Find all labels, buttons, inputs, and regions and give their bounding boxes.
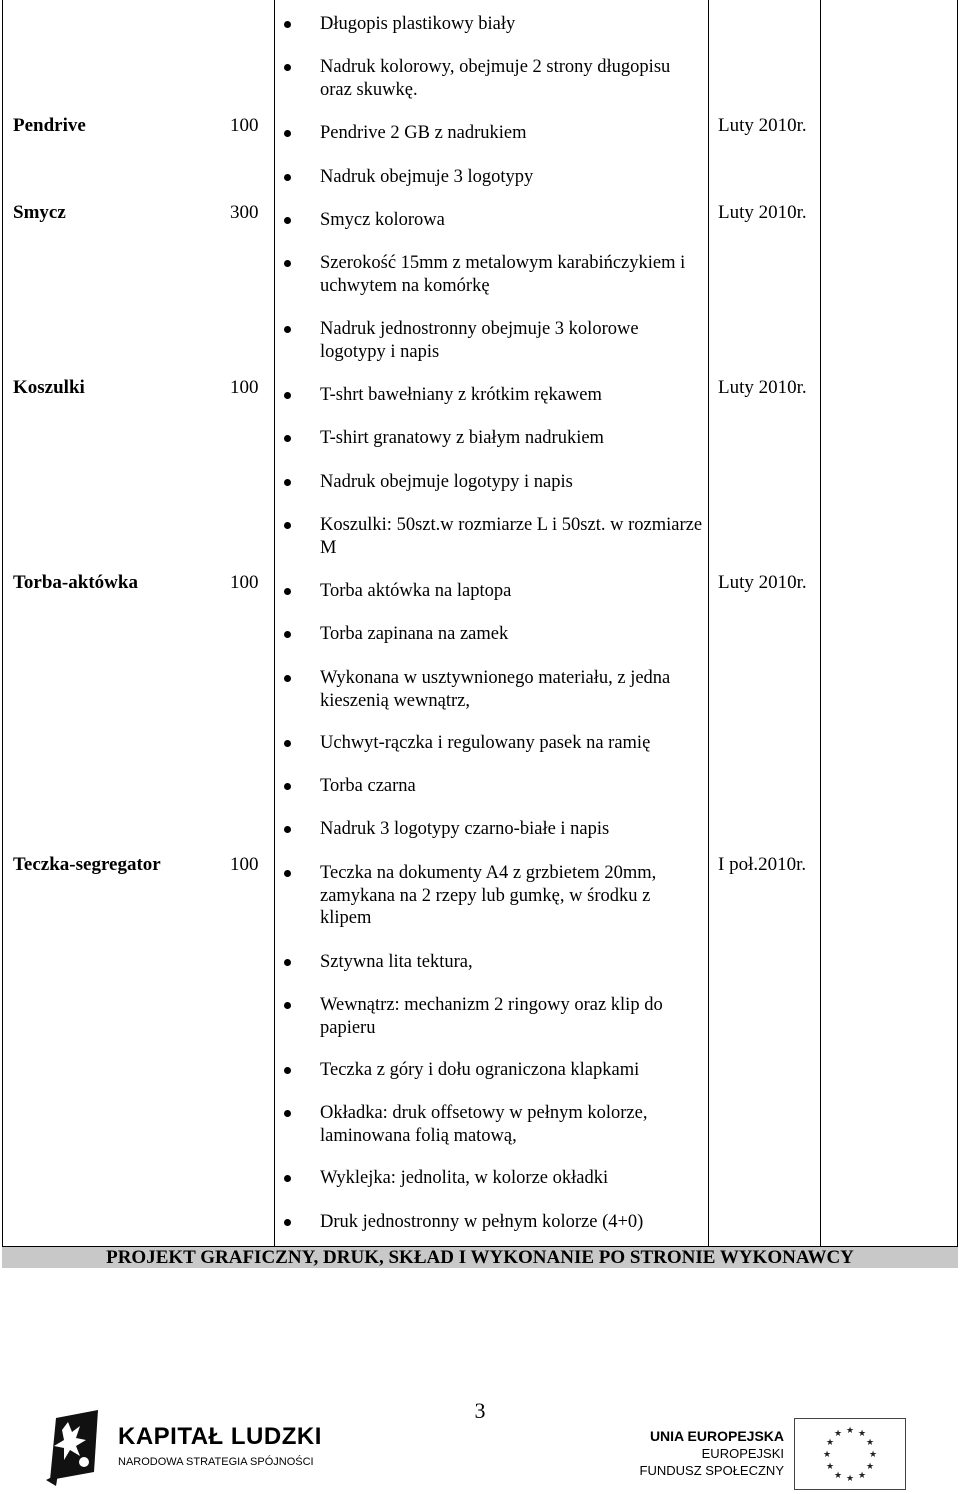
- list-item: Druk jednostronny w pełnym kolorze (4+0): [320, 1212, 644, 1232]
- column-divider-date: [708, 0, 709, 1246]
- list-item: Teczka na dokumenty A4 z grzbietem 20mm, zamykana na 2 rzepy lub gumkę, w środku z klipem: [320, 863, 657, 928]
- list-item: Koszulki: 50szt.w rozmiarze L i 50szt. w rozmiarze M: [320, 515, 703, 558]
- svg-text:★: ★: [865, 1438, 875, 1448]
- list-item: Nadruk obejmuje 3 logotypy: [320, 167, 534, 187]
- list-item: T-shirt granatowy z białym nadrukiem: [320, 428, 604, 448]
- bullet-icon: [284, 326, 291, 333]
- bullet-icon: [284, 1110, 291, 1117]
- kapital-ludzki-title: KAPITAŁ LUDZKI: [118, 1423, 322, 1450]
- bullet-icon: [284, 783, 291, 790]
- list-item: Teczka z góry i dołu ograniczona klapkami: [320, 1060, 640, 1080]
- svg-text:★: ★: [833, 1429, 843, 1439]
- product-quantity: 100: [230, 572, 259, 593]
- bullet-icon: [284, 1175, 291, 1182]
- bullet-icon: [284, 64, 291, 71]
- eu-text: [640, 1428, 784, 1479]
- bullet-icon: [284, 392, 291, 399]
- product-quantity: 100: [230, 115, 259, 136]
- bullet-icon: [284, 522, 291, 529]
- eu-logo: [639, 1418, 914, 1488]
- column-divider-items: [274, 0, 275, 1246]
- svg-text:★: ★: [845, 1426, 855, 1436]
- delivery-date: Luty 2010r.: [718, 115, 807, 136]
- list-item: Nadruk obejmuje logotypy i napis: [320, 472, 573, 492]
- list-item: Nadruk jednostronny obejmuje 3 kolorowe logotypy i napis: [320, 319, 639, 362]
- svg-text:★: ★: [825, 1462, 835, 1472]
- bullet-icon: [284, 21, 291, 28]
- eu-line-1: UNIA EUROPEJSKA: [649, 1428, 784, 1444]
- product-name: Koszulki: [13, 377, 85, 398]
- page-number: 3: [474, 1398, 486, 1423]
- svg-text:★: ★: [857, 1471, 867, 1481]
- bullet-icon: [284, 435, 291, 442]
- delivery-date: Luty 2010r.: [718, 377, 807, 398]
- bullet-icon: [284, 631, 291, 638]
- product-quantity: 100: [230, 377, 259, 398]
- bullet-icon: [284, 740, 291, 747]
- product-name: Torba-aktówka: [13, 572, 138, 593]
- list-item: Nadruk 3 logotypy czarno-białe i napis: [320, 819, 610, 839]
- list-item: Torba aktówka na laptopa: [320, 581, 512, 601]
- list-item: Wykonana w usztywnionego materiału, z jedna kieszenią wewnątrz,: [320, 668, 671, 711]
- bullet-icon: [284, 1002, 291, 1009]
- bullet-icon: [284, 959, 291, 966]
- eu-line-3: FUNDUSZ SPOŁECZNY: [639, 1463, 784, 1478]
- list-item: Sztywna lita tektura,: [320, 952, 473, 972]
- list-item: Nadruk kolorowy, obejmuje 2 strony długopisu oraz skuwkę.: [320, 57, 671, 100]
- product-quantity: 100: [230, 854, 259, 875]
- bullet-icon: [284, 260, 291, 267]
- list-item: Torba zapinana na zamek: [320, 624, 509, 644]
- kapital-ludzki-subtitle: NARODOWA STRATEGIA SPÓJNOŚCI: [118, 1456, 314, 1468]
- svg-text:★: ★: [825, 1438, 835, 1448]
- svg-text:★: ★: [865, 1462, 875, 1472]
- svg-text:★: ★: [845, 1474, 855, 1484]
- product-name: Smycz: [13, 202, 66, 223]
- bullet-icon: [284, 588, 291, 595]
- list-item: T-shrt bawełniany z krótkim rękawem: [320, 385, 602, 405]
- list-item: Długopis plastikowy biały: [320, 14, 516, 34]
- product-quantity: 300: [230, 202, 259, 223]
- product-name: Teczka-segregator: [13, 854, 161, 875]
- svg-text:★: ★: [857, 1429, 867, 1439]
- svg-text:★: ★: [833, 1471, 843, 1481]
- bullet-icon: [284, 1219, 291, 1226]
- bullet-icon: [284, 479, 291, 486]
- delivery-date: I poł.2010r.: [718, 854, 807, 875]
- list-item: Uchwyt-rączka i regulowany pasek na ramię: [320, 733, 651, 753]
- kapital-ludzki-emblem-icon: [46, 1410, 106, 1488]
- list-item: Pendrive 2 GB z nadrukiem: [320, 123, 527, 143]
- bullet-icon: [284, 870, 291, 877]
- footer-bar: PROJEKT GRAFICZNY, DRUK, SKŁAD I WYKONANIE PO STRONIE WYKONAWCY: [2, 1246, 958, 1268]
- svg-text:★: ★: [822, 1450, 832, 1460]
- bullet-icon: [284, 1067, 291, 1074]
- list-item: Okładka: druk offsetowy w pełnym kolorze, laminowana folią matową,: [320, 1103, 648, 1146]
- list-item: Wewnątrz: mechanizm 2 ringowy oraz klip do papieru: [320, 995, 663, 1038]
- eu-line-2: EUROPEJSKI: [701, 1446, 784, 1461]
- bullet-icon: [284, 174, 291, 181]
- kapital-ludzki-logo: [46, 1410, 322, 1488]
- list-item: Wyklejka: jednolita, w kolorze okładki: [320, 1168, 609, 1188]
- product-name: Pendrive: [13, 115, 86, 136]
- bullet-icon: [284, 130, 291, 137]
- list-item: Szerokość 15mm z metalowym karabińczykiem i uchwytem na komórkę: [320, 253, 686, 296]
- list-item: Smycz kolorowa: [320, 210, 445, 230]
- svg-text:★: ★: [868, 1450, 878, 1460]
- list-item: Torba czarna: [320, 776, 416, 796]
- bullet-icon: [284, 675, 291, 682]
- bullet-icon: [284, 826, 291, 833]
- bullet-icon: [284, 217, 291, 224]
- delivery-date: Luty 2010r.: [718, 572, 807, 593]
- eu-flag-icon: [794, 1418, 906, 1490]
- column-divider-right: [820, 0, 821, 1246]
- delivery-date: Luty 2010r.: [718, 202, 807, 223]
